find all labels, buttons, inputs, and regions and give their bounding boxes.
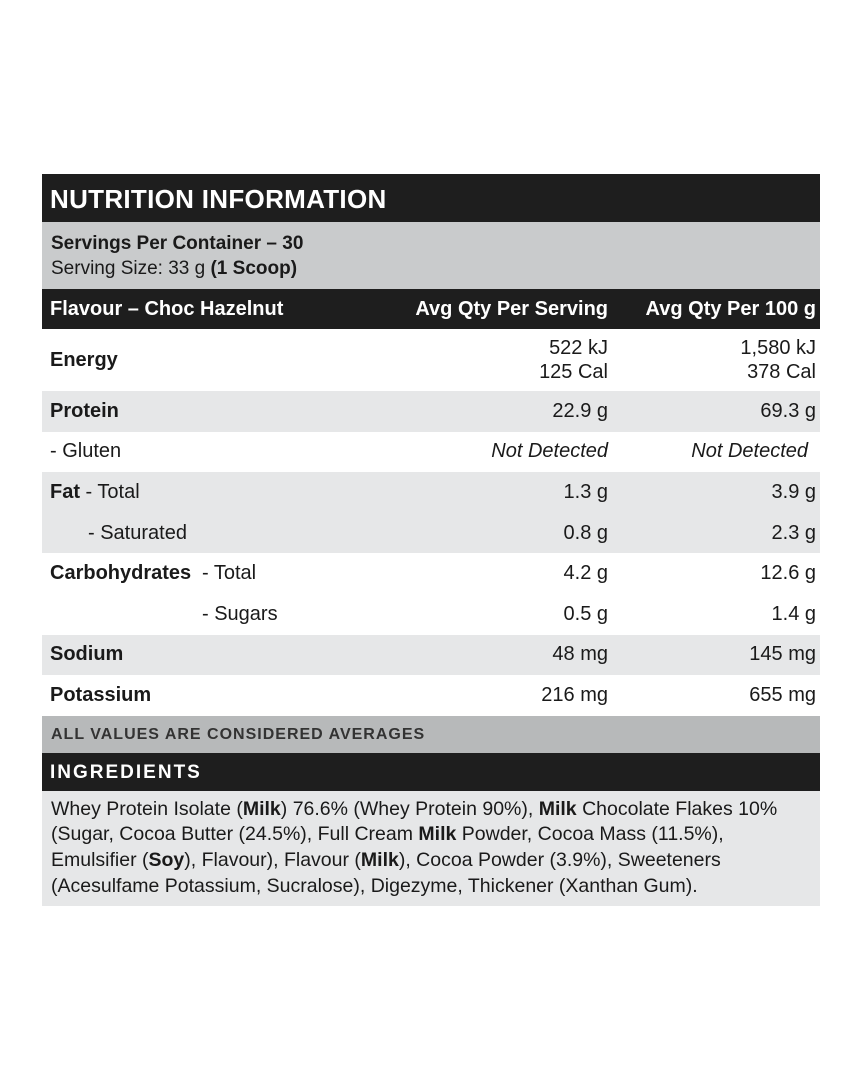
- potassium-label: Potassium: [50, 683, 152, 706]
- serving-size-prefix: Serving Size: 33 g: [51, 258, 211, 279]
- protein-serving: 22.9 g: [552, 399, 608, 422]
- nutrition-panel: [42, 174, 820, 906]
- saturated-per100: 2.3 g: [771, 521, 816, 544]
- ingredients-part: Chocolate Flakes 10% (Sugar, Cocoa Butter (24.5%), Full Cream: [51, 797, 778, 846]
- saturated-serving: 0.8 g: [563, 521, 608, 544]
- potassium-serving: 216 mg: [541, 683, 608, 706]
- ingredients-text: [42, 791, 820, 906]
- fat-serving: 1.3 g: [563, 480, 608, 503]
- fat-sub-label: - Total: [80, 480, 140, 503]
- per-100g-header: Avg Qty Per 100 g: [645, 297, 816, 320]
- protein-row: [42, 391, 820, 432]
- gluten-serving: Not Detected: [491, 440, 608, 463]
- protein-label: Protein: [50, 399, 119, 422]
- energy-serving-kj: 522 kJ: [549, 337, 608, 359]
- ingredients-part: Whey Protein Isolate (: [51, 797, 243, 820]
- servings-per-container: Servings Per Container – 30: [51, 233, 304, 254]
- ingredients-part: ) 76.6% (Whey Protein 90%),: [280, 797, 539, 820]
- fat-per100: 3.9 g: [771, 480, 816, 503]
- sugars-label: - Sugars: [202, 602, 278, 625]
- fat-label-group: [50, 481, 140, 504]
- energy-serving: [539, 336, 608, 384]
- column-header-row: [42, 289, 820, 329]
- protein-per100: 69.3 g: [760, 399, 816, 422]
- ingredients-allergen-milk: Milk: [538, 797, 577, 820]
- ingredients-heading: INGREDIENTS: [42, 753, 820, 791]
- ingredients-allergen-milk: Milk: [418, 823, 457, 846]
- sodium-serving: 48 mg: [552, 643, 608, 666]
- ingredients-allergen-milk: Milk: [242, 797, 281, 820]
- flavour-header: Flavour – Choc Hazelnut: [50, 297, 284, 320]
- carbohydrates-per100: 12.6 g: [760, 562, 816, 585]
- gluten-per100: Not Detected: [691, 440, 808, 463]
- carbohydrates-sub-label: - Total: [202, 562, 257, 585]
- potassium-per100: 655 mg: [749, 683, 816, 706]
- ingredients-allergen-soy: Soy: [148, 848, 185, 871]
- servings-info: [42, 222, 820, 289]
- sodium-label: Sodium: [50, 643, 124, 666]
- gluten-row: [42, 432, 820, 473]
- nutrition-title: NUTRITION INFORMATION: [42, 174, 820, 222]
- energy-row: [42, 329, 820, 391]
- per-serving-header: Avg Qty Per Serving: [415, 297, 608, 320]
- energy-label: Energy: [50, 348, 118, 371]
- energy-serving-cal: 125 Cal: [539, 361, 608, 383]
- carbohydrates-label: Carbohydrates: [50, 562, 192, 585]
- serving-size: [51, 256, 811, 281]
- energy-per100: [740, 336, 816, 384]
- sodium-row: [42, 635, 820, 676]
- sodium-per100: 145 mg: [749, 643, 816, 666]
- averages-note: ALL VALUES ARE CONSIDERED AVERAGES: [42, 716, 820, 753]
- sugars-per100: 1.4 g: [771, 602, 816, 625]
- serving-size-scoop: (1 Scoop): [210, 258, 298, 279]
- ingredients-part: ), Flavour), Flavour (: [184, 848, 361, 871]
- ingredients-part: Powder, Cocoa Mass (11.5%), Emulsifier (: [51, 823, 724, 871]
- fat-label: Fat: [50, 480, 80, 503]
- sugars-row: [42, 594, 820, 635]
- energy-per100-kj: 1,580 kJ: [740, 337, 816, 359]
- saturated-row: [42, 513, 820, 554]
- carbohydrates-row: [42, 553, 820, 594]
- saturated-label: - Saturated: [88, 521, 187, 544]
- ingredients-part: ), Cocoa Powder (3.9%), Sweeteners (Acesulfame Potassium, Sucralose), Digezyme, Thickener (Xanthan Gum).: [51, 848, 721, 897]
- carbohydrates-serving: 4.2 g: [563, 562, 608, 585]
- fat-row: [42, 472, 820, 513]
- sugars-serving: 0.5 g: [563, 602, 608, 625]
- energy-per100-cal: 378 Cal: [747, 361, 816, 383]
- gluten-label: - Gluten: [50, 440, 122, 463]
- ingredients-allergen-milk: Milk: [360, 848, 399, 871]
- potassium-row: [42, 675, 820, 716]
